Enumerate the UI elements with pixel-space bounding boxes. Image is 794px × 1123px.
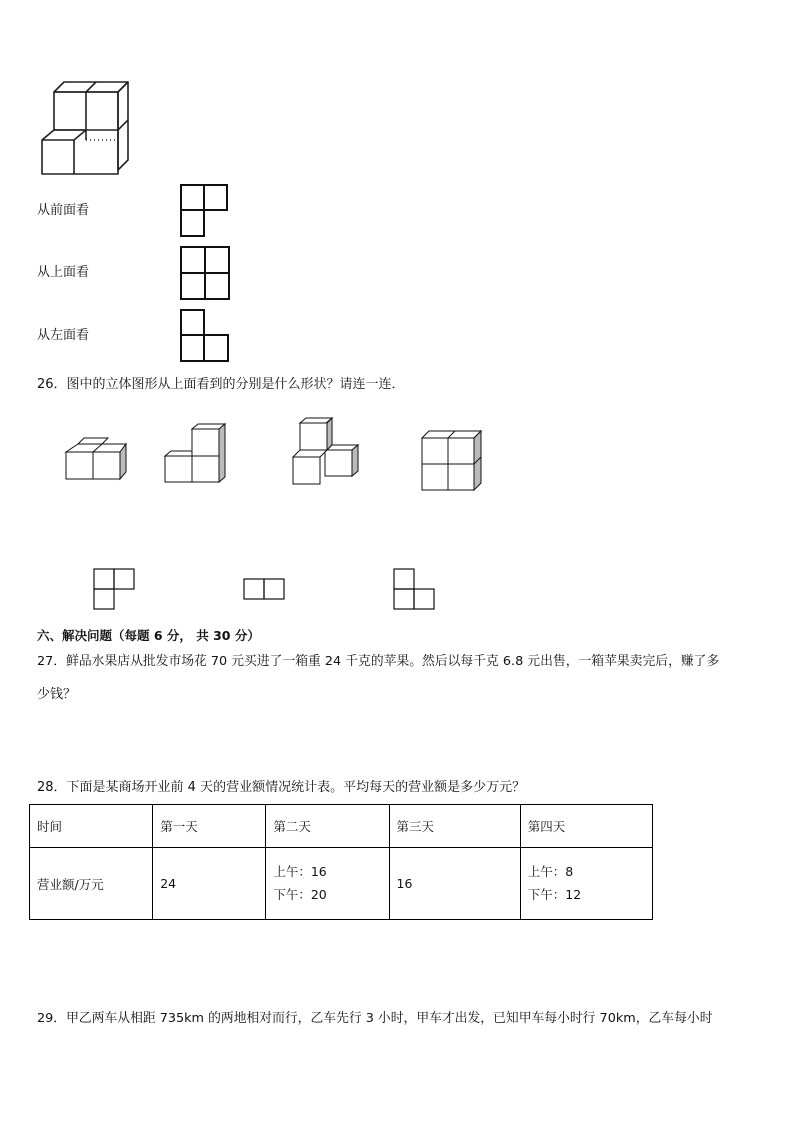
table-header-row	[30, 805, 653, 848]
day3-cell: 16	[389, 848, 520, 920]
view-label-front: 从前面看	[37, 203, 90, 218]
day4-cell	[520, 848, 652, 920]
q26-option-3	[393, 568, 437, 610]
q26-option-2	[243, 578, 287, 600]
question-27-line-1: 27．鲜品水果店从批发市场花 70 元买进了一箱重 24 千克的苹果。然后以每千克 6.8 元出售，一箱苹果卖完后，赚了多	[37, 654, 720, 669]
left-view-shape	[180, 309, 232, 363]
q26-option-1	[93, 568, 137, 610]
day2-pm: 下午：20	[273, 887, 327, 902]
row-label-cell: 营业额/万元	[30, 848, 153, 920]
view-label-top: 从上面看	[37, 265, 90, 280]
table-header-cell: 第二天	[266, 805, 389, 848]
front-view-shape	[180, 184, 230, 238]
q26-solid-1	[64, 436, 126, 482]
day2-am: 上午：16	[273, 864, 327, 879]
question-28-text: 28．下面是某商场开业前 4 天的营业额情况统计表。平均每天的营业额是多少万元？	[37, 780, 526, 795]
question-26-text: 26．图中的立体图形从上面看到的分别是什么形状？请连一连．	[37, 377, 405, 392]
q26-solid-3	[292, 417, 362, 487]
top-view-shape	[180, 246, 232, 301]
day4-am: 上午：8	[527, 864, 574, 879]
section-6-title: 六、解决问题（每题 6 分， 共 30 分）	[37, 628, 260, 643]
view-label-left: 从左面看	[37, 328, 90, 343]
q26-solid-4	[421, 430, 483, 492]
revenue-table	[29, 804, 653, 920]
day2-cell	[266, 848, 389, 920]
q26-solid-2	[165, 423, 227, 485]
question-27-line-2: 少钱？	[37, 687, 77, 702]
table-row	[30, 848, 653, 920]
day1-cell: 24	[153, 848, 266, 920]
table-header-cell: 第三天	[389, 805, 520, 848]
question-29-text: 29．甲乙两车从相距 735km 的两地相对而行，乙车先行 3 小时，甲车才出发，已知甲车每小时行 70km，乙车每小时	[37, 1011, 713, 1026]
solid-figure-top	[38, 80, 133, 176]
day4-pm: 下午：12	[527, 887, 582, 902]
table-header-cell: 第四天	[520, 805, 652, 848]
table-header-cell: 第一天	[153, 805, 266, 848]
table-header-cell: 时间	[30, 805, 153, 848]
